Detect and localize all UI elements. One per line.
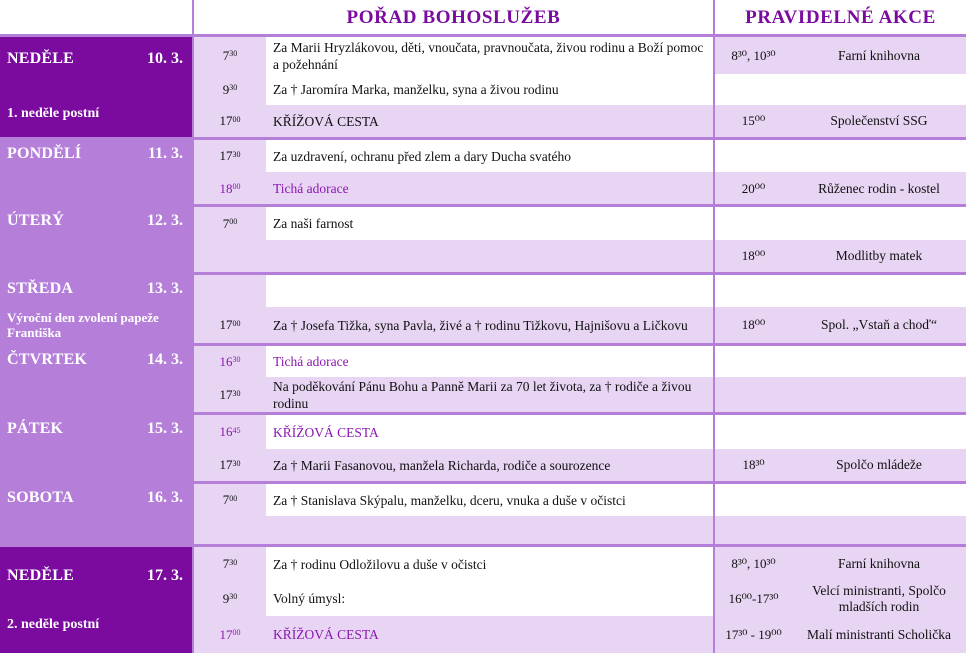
event-time — [715, 74, 792, 105]
service-minute: 00 — [229, 217, 238, 226]
service-text: Volný úmysl: — [273, 591, 346, 606]
service-intention — [266, 377, 713, 413]
day-name: PONDĚLÍ — [7, 145, 82, 162]
event-name-text: Spolčo mládeže — [836, 457, 922, 472]
service-time — [194, 307, 266, 343]
service-intention — [266, 307, 713, 343]
day-name: ČTVRTEK — [7, 351, 87, 368]
day-label-cell — [0, 207, 192, 272]
event-name-text: Velcí ministranti, Spolčo mladších rodin — [812, 582, 946, 614]
service-minute: 00 — [232, 318, 241, 328]
event-time — [715, 516, 792, 546]
service-hour: 16 — [219, 424, 233, 439]
day-label-cell — [0, 37, 192, 137]
event-time — [715, 307, 792, 343]
event-name — [792, 346, 966, 377]
service-time — [194, 616, 266, 653]
event-name-text: Modlitby matek — [835, 248, 923, 263]
event-name — [792, 547, 966, 581]
event-time — [715, 140, 792, 172]
service-intention — [266, 140, 713, 172]
service-minute: 00 — [232, 182, 241, 191]
event-time — [715, 616, 792, 653]
day-name: ÚTERÝ — [7, 212, 65, 229]
event-name — [792, 307, 966, 343]
service-hour: 18 — [219, 180, 233, 196]
day-note: 1. neděle postní — [7, 106, 100, 121]
service-time — [194, 346, 266, 377]
service-text: Tichá adorace — [273, 354, 349, 369]
event-time — [715, 275, 792, 307]
event-time — [715, 105, 792, 137]
service-intention — [266, 581, 713, 616]
event-name — [792, 415, 966, 449]
service-minute: 30 — [232, 355, 241, 364]
service-intention — [266, 547, 713, 581]
event-name — [792, 581, 966, 616]
day-name: PÁTEK — [7, 420, 64, 437]
event-time — [715, 240, 792, 272]
service-hour: 17 — [219, 387, 233, 402]
service-intention — [266, 275, 713, 307]
event-time — [715, 207, 792, 240]
service-text: Za Marii Hryzlákovou, děti, vnoučata, pravnoučata, živou rodinu a Boží pomoc a požehnání — [273, 39, 704, 72]
service-minute: 00 — [232, 114, 241, 124]
service-minute: 30 — [232, 149, 241, 159]
header-divider — [0, 34, 966, 37]
service-text: KŘÍŽOVÁ CESTA — [273, 627, 379, 642]
column-divider — [713, 0, 715, 653]
event-time-text: 18⁰⁰ — [741, 248, 766, 263]
event-time — [715, 346, 792, 377]
service-intention — [266, 449, 713, 481]
service-minute: 30 — [229, 83, 238, 92]
event-name — [792, 172, 966, 205]
event-name — [792, 377, 966, 413]
service-time — [194, 105, 266, 137]
service-text: Za naši farnost — [273, 216, 354, 231]
event-time-text: 8³⁰, 10³⁰ — [731, 47, 776, 63]
event-name — [792, 207, 966, 240]
event-name — [792, 140, 966, 172]
event-time-text: 20⁰⁰ — [741, 180, 766, 196]
service-time — [194, 484, 266, 516]
event-name — [792, 484, 966, 516]
service-intention — [266, 172, 713, 205]
service-time — [194, 172, 266, 205]
day-label-cell — [0, 415, 192, 481]
service-hour: 17 — [219, 113, 233, 128]
service-hour: 7 — [222, 215, 230, 231]
service-hour: 16 — [219, 353, 233, 369]
service-text: Na poděkování Pánu Bohu a Panně Marii za 70 let života, za † rodiče a živou rodinu — [273, 379, 692, 411]
day-date: 16. 3. — [147, 489, 183, 506]
day-divider — [0, 272, 966, 275]
service-time — [194, 207, 266, 240]
event-time — [715, 172, 792, 205]
service-intention — [266, 484, 713, 516]
service-text: Za † Jaromíra Marka, manželku, syna a živou rodinu — [273, 82, 559, 97]
event-name — [792, 240, 966, 272]
day-name: SOBOTA — [7, 489, 74, 506]
day-label-cell — [0, 140, 192, 205]
day-date: 15. 3. — [147, 420, 183, 437]
day-divider — [0, 343, 966, 346]
event-time — [715, 377, 792, 413]
section-gap — [194, 546, 966, 547]
event-name-text: Růženec rodin - kostel — [818, 180, 940, 196]
service-hour: 7 — [222, 47, 230, 63]
service-time — [194, 581, 266, 616]
day-divider — [0, 204, 966, 207]
day-date: 12. 3. — [147, 212, 183, 229]
day-date: 14. 3. — [147, 351, 183, 368]
service-text: Za uzdravení, ochranu před zlem a dary Ducha svatého — [273, 148, 571, 164]
service-hour: 9 — [222, 81, 230, 97]
service-time — [194, 415, 266, 449]
event-name — [792, 74, 966, 105]
day-note: 2. neděle postní — [7, 617, 100, 632]
day-name: NEDĚLE — [7, 50, 74, 67]
service-text: Za † Josefa Tižka, syna Pavla, živé a † rodinu Tižkovu, Hajnišovu a Ličkovu — [273, 317, 688, 333]
service-hour: 17 — [219, 148, 233, 163]
event-name-text: Malí ministranti Scholička — [807, 626, 951, 642]
event-name-text: Farní knihovna — [837, 47, 921, 63]
event-time-text: 16⁰⁰-17³⁰ — [728, 590, 779, 606]
service-hour: 9 — [222, 590, 230, 606]
event-name — [792, 105, 966, 137]
service-intention — [266, 346, 713, 377]
service-hour: 17 — [219, 626, 233, 642]
event-name-text: Společenství SSG — [830, 113, 928, 128]
service-text: Za † Stanislava Skýpalu, manželku, dceru, vnuka a duše v očistci — [273, 492, 626, 508]
service-intention — [266, 516, 713, 546]
service-intention — [266, 105, 713, 137]
event-time — [715, 581, 792, 616]
service-minute: 30 — [232, 458, 241, 468]
day-divider — [0, 481, 966, 484]
service-hour: 7 — [222, 556, 230, 571]
service-hour: 7 — [222, 492, 230, 507]
service-text: KŘÍŽOVÁ CESTA — [273, 424, 379, 440]
service-hour: 17 — [219, 457, 233, 472]
day-divider — [0, 412, 966, 415]
event-time-text: 8³⁰, 10³⁰ — [731, 556, 776, 571]
service-time — [194, 516, 266, 546]
service-time — [194, 37, 266, 74]
day-divider — [0, 137, 966, 140]
day-date: 11. 3. — [147, 145, 183, 162]
service-time — [194, 140, 266, 172]
event-time — [715, 547, 792, 581]
service-minute: 00 — [232, 628, 241, 637]
event-time — [715, 415, 792, 449]
event-name-text: Farní knihovna — [837, 556, 921, 571]
service-time — [194, 74, 266, 105]
event-name — [792, 449, 966, 481]
event-time — [715, 484, 792, 516]
event-time-text: 18⁰⁰ — [741, 317, 766, 332]
day-note: Výroční den zvolení papeže Františka — [7, 310, 159, 340]
event-name — [792, 275, 966, 307]
event-name — [792, 616, 966, 653]
event-name — [792, 516, 966, 546]
events-header: PRAVIDELNÉ AKCE — [745, 6, 936, 28]
service-time — [194, 240, 266, 272]
service-time — [194, 449, 266, 481]
service-intention — [266, 207, 713, 240]
service-time — [194, 377, 266, 413]
event-time — [715, 37, 792, 74]
day-name: NEDĚLE — [7, 567, 74, 584]
service-text: Za † Marii Fasanovou, manžela Richarda, rodiče a sourozence — [273, 457, 611, 473]
service-text: Za † rodinu Odložilovu a duše v očistci — [273, 556, 487, 572]
event-time — [715, 449, 792, 481]
service-minute: 30 — [232, 388, 241, 398]
service-intention — [266, 415, 713, 449]
services-header: POŘAD BOHOSLUŽEB — [346, 6, 561, 28]
service-minute: 00 — [229, 493, 238, 503]
service-minute: 45 — [232, 425, 241, 435]
service-intention — [266, 616, 713, 653]
service-time — [194, 547, 266, 581]
event-time-text: 18³⁰ — [742, 457, 765, 472]
service-time — [194, 275, 266, 307]
service-hour: 17 — [219, 317, 233, 332]
event-time-text: 17³⁰ - 19⁰⁰ — [725, 626, 782, 642]
day-label-cell — [0, 547, 192, 653]
column-divider — [192, 0, 194, 653]
day-label-cell — [0, 275, 192, 343]
service-text: Tichá adorace — [273, 181, 349, 196]
day-name: STŘEDA — [7, 280, 74, 297]
service-minute: 30 — [229, 49, 238, 58]
service-intention — [266, 37, 713, 74]
day-date: 17. 3. — [147, 567, 183, 584]
service-minute: 30 — [229, 557, 238, 567]
event-name — [792, 37, 966, 74]
service-minute: 30 — [229, 592, 238, 601]
day-label-cell — [0, 346, 192, 413]
day-date: 13. 3. — [147, 280, 183, 297]
service-text: KŘÍŽOVÁ CESTA — [273, 113, 379, 129]
day-date: 10. 3. — [147, 50, 183, 67]
service-intention — [266, 74, 713, 105]
day-label-cell — [0, 484, 192, 546]
event-name-text: Spol. „Vstaň a choď“ — [821, 317, 937, 332]
event-time-text: 15⁰⁰ — [741, 113, 766, 128]
service-intention — [266, 240, 713, 272]
